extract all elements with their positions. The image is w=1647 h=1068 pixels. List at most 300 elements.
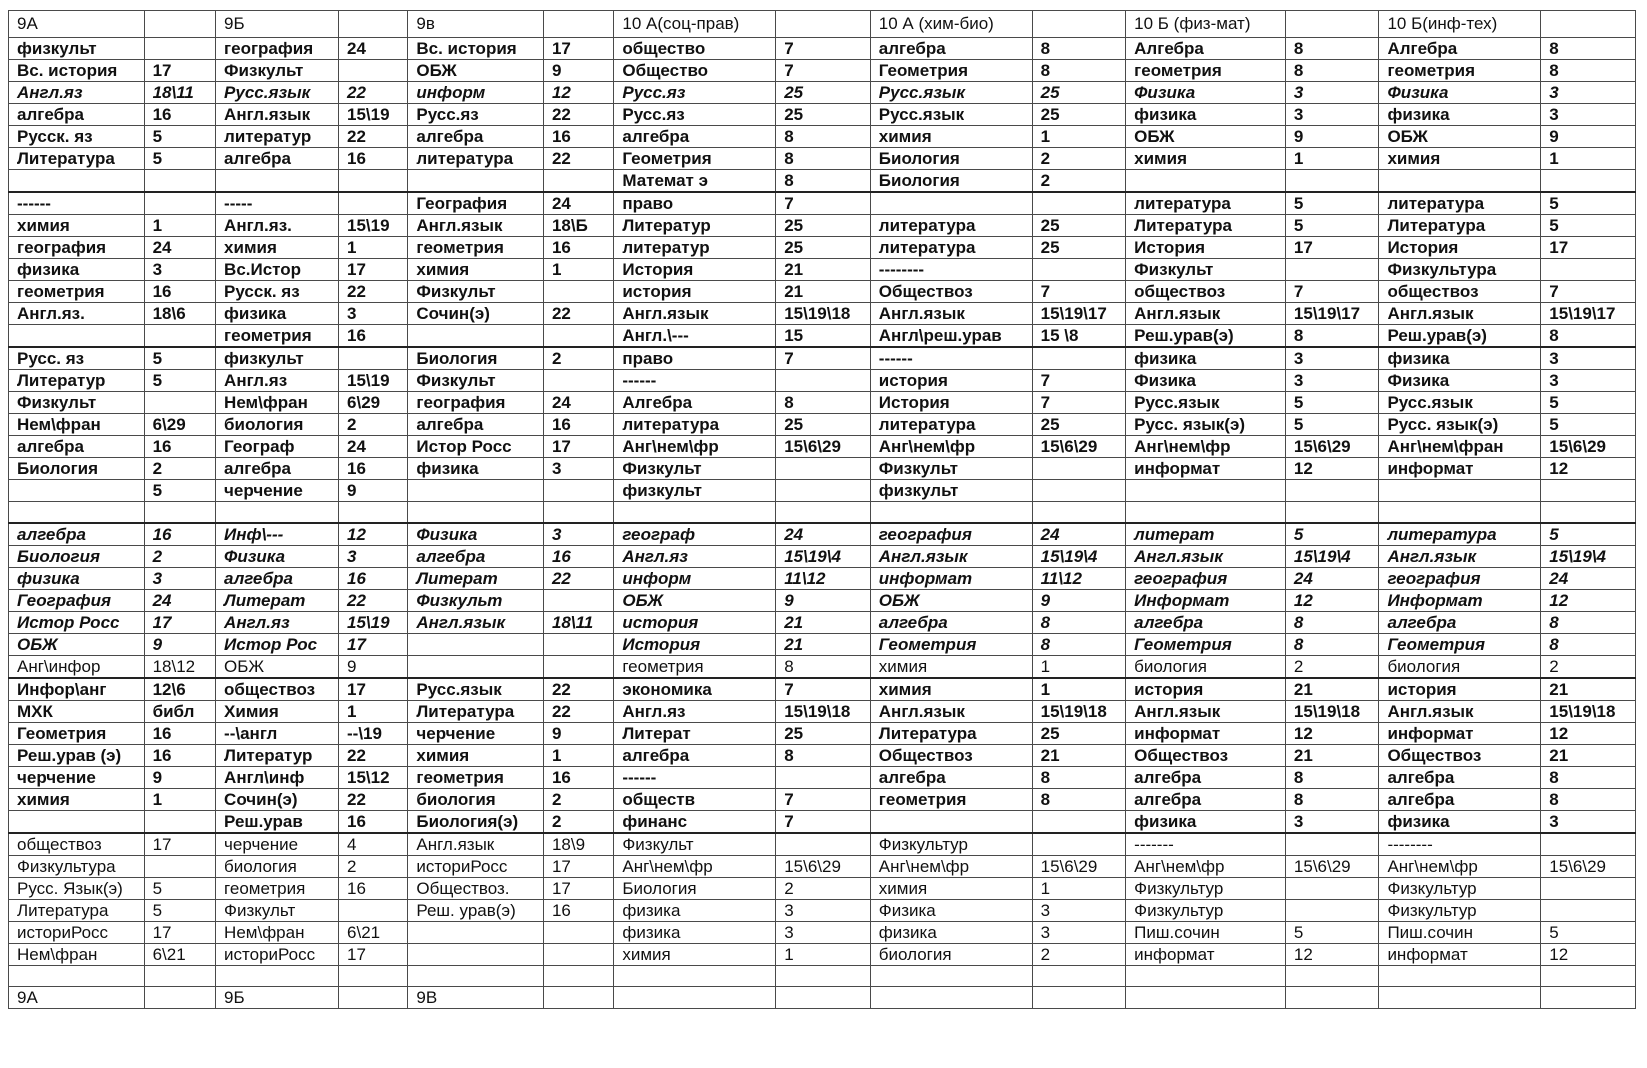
- subject-cell-10a-chem: Геометрия: [870, 634, 1032, 656]
- subject-cell-10a-soc: Англ.яз: [614, 701, 776, 723]
- timetable-row: [9, 414, 1636, 436]
- subject-cell-10b-inf: --------: [1379, 833, 1541, 856]
- subject-cell-10b-inf: информат: [1379, 458, 1541, 480]
- timetable-row: [9, 833, 1636, 856]
- subject-cell-9b: Инф\---: [216, 523, 339, 546]
- subject-cell-10a-chem: Анг\нем\фр: [870, 856, 1032, 878]
- subject-cell-10a-chem: Англ\реш.урав: [870, 325, 1032, 348]
- room-cell-9v: [543, 966, 613, 987]
- subject-cell-9v: [408, 656, 544, 679]
- room-cell-10a-soc: [776, 502, 871, 524]
- room-cell-10b-inf: 15\6\29: [1541, 856, 1636, 878]
- timetable-row: [9, 170, 1636, 193]
- room-cell-9b: 9: [339, 480, 408, 502]
- room-cell-10b-inf: 9: [1541, 126, 1636, 148]
- timetable-row: [9, 82, 1636, 104]
- timetable-row: [9, 568, 1636, 590]
- subject-cell-9a: Биология: [9, 546, 145, 568]
- room-cell-9v: 2: [543, 811, 613, 834]
- subject-cell-9b: Англ.яз: [216, 370, 339, 392]
- subject-cell-10a-chem: Англ.язык: [870, 303, 1032, 325]
- room-cell-9a: 6\21: [144, 944, 215, 966]
- subject-cell-9b: [216, 966, 339, 987]
- room-cell-10b-inf: 17: [1541, 237, 1636, 259]
- subject-cell-9b: Физика: [216, 546, 339, 568]
- subject-cell-9b: геометрия: [216, 878, 339, 900]
- room-cell-10a-soc: 25: [776, 723, 871, 745]
- room-cell-9v: 22: [543, 148, 613, 170]
- subject-cell-10b-phys: информат: [1126, 723, 1286, 745]
- room-cell-9b: 4: [339, 833, 408, 856]
- subject-cell-10a-soc: финанс: [614, 811, 776, 834]
- room-cell-10a-soc: 3: [776, 922, 871, 944]
- room-cell-9b: 16: [339, 878, 408, 900]
- room-cell-10b-phys: 7: [1285, 281, 1379, 303]
- subject-cell-10b-phys: [1126, 966, 1286, 987]
- subject-cell-10a-chem: литература: [870, 215, 1032, 237]
- room-cell-10a-chem: [1032, 987, 1126, 1009]
- subject-cell-10b-phys: Англ.язык: [1126, 701, 1286, 723]
- subject-cell-9v: физика: [408, 458, 544, 480]
- room-cell-10a-chem: 1: [1032, 678, 1126, 701]
- room-cell-9v: 22: [543, 104, 613, 126]
- room-cell-10a-soc: 8: [776, 126, 871, 148]
- subject-cell-9b: Сочин(э): [216, 789, 339, 811]
- subject-cell-10b-phys: химия: [1126, 148, 1286, 170]
- timetable-row: [9, 392, 1636, 414]
- room-cell-10b-inf: [1541, 480, 1636, 502]
- room-cell-10b-phys: 2: [1285, 656, 1379, 679]
- timetable-row: [9, 590, 1636, 612]
- room-cell-10a-chem: 15\6\29: [1032, 856, 1126, 878]
- room-cell-10b-inf: 3: [1541, 370, 1636, 392]
- subject-cell-10b-phys: Геометрия: [1126, 634, 1286, 656]
- room-cell-10a-soc: 25: [776, 82, 871, 104]
- room-cell-9v: 17: [543, 878, 613, 900]
- room-cell-10a-chem: 15\19\4: [1032, 546, 1126, 568]
- subject-cell-10b-inf: Анг\нем\фр: [1379, 856, 1541, 878]
- room-cell-10b-inf: 15\19\17: [1541, 303, 1636, 325]
- room-cell-9a: 5: [144, 370, 215, 392]
- room-cell-9a: 2: [144, 458, 215, 480]
- subject-cell-10b-inf: физика: [1379, 347, 1541, 370]
- subject-cell-10a-soc: алгебра: [614, 126, 776, 148]
- room-cell-9a: 3: [144, 568, 215, 590]
- subject-cell-9a: ОБЖ: [9, 634, 145, 656]
- timetable-row: [9, 60, 1636, 82]
- subject-cell-9b: Физкульт: [216, 900, 339, 922]
- subject-cell-9b: Литерат: [216, 590, 339, 612]
- subject-cell-10a-chem: Биология: [870, 170, 1032, 193]
- room-cell-10b-inf: [1541, 170, 1636, 193]
- subject-cell-10a-chem: химия: [870, 878, 1032, 900]
- subject-cell-9a: Русс. Язык(э): [9, 878, 145, 900]
- subject-cell-9a: [9, 480, 145, 502]
- room-cell-10b-inf: 3: [1541, 82, 1636, 104]
- room-cell-9a: 16: [144, 281, 215, 303]
- room-cell-10b-phys: 15\19\4: [1285, 546, 1379, 568]
- room-cell-9b: 15\19: [339, 215, 408, 237]
- subject-cell-10a-chem: Обществоз: [870, 745, 1032, 767]
- subject-cell-10b-phys: Пиш.сочин: [1126, 922, 1286, 944]
- room-cell-9v: [543, 502, 613, 524]
- room-cell-10b-inf: 24: [1541, 568, 1636, 590]
- subject-cell-10a-chem: геометрия: [870, 789, 1032, 811]
- subject-cell-9a: Физкульт: [9, 392, 145, 414]
- subject-cell-10a-chem: история: [870, 370, 1032, 392]
- room-cell-10a-chem: 25: [1032, 82, 1126, 104]
- subject-cell-10a-soc: Геометрия: [614, 148, 776, 170]
- room-cell-10b-phys: 3: [1285, 104, 1379, 126]
- room-cell-9v: [543, 480, 613, 502]
- room-cell-9b: 16: [339, 568, 408, 590]
- room-cell-9a: 17: [144, 612, 215, 634]
- room-cell-9v: 17: [543, 856, 613, 878]
- subject-cell-10a-chem: химия: [870, 126, 1032, 148]
- room-cell-10a-chem: 7: [1032, 370, 1126, 392]
- room-cell-9b: 16: [339, 325, 408, 348]
- room-cell-9a: 18\11: [144, 82, 215, 104]
- timetable-row: [9, 745, 1636, 767]
- subject-cell-9v: Биология: [408, 347, 544, 370]
- subject-cell-10b-phys: -------: [1126, 833, 1286, 856]
- room-cell-10a-soc: 7: [776, 60, 871, 82]
- timetable-row: [9, 944, 1636, 966]
- subject-cell-9v: География: [408, 192, 544, 215]
- room-cell-9b: 3: [339, 303, 408, 325]
- subject-cell-9a: [9, 502, 145, 524]
- subject-cell-9v: черчение: [408, 723, 544, 745]
- subject-cell-10b-inf: Физкультур: [1379, 900, 1541, 922]
- subject-cell-10a-chem: химия: [870, 678, 1032, 701]
- subject-cell-10b-inf: химия: [1379, 148, 1541, 170]
- room-cell-9v: 16: [543, 126, 613, 148]
- room-cell-9b: 3: [339, 546, 408, 568]
- room-cell-10a-soc: [776, 767, 871, 789]
- timetable-row: [9, 436, 1636, 458]
- room-cell-9v: 24: [543, 192, 613, 215]
- room-cell-9b: 2: [339, 856, 408, 878]
- room-cell-9a: 1: [144, 789, 215, 811]
- subject-cell-9b: Истор Рос: [216, 634, 339, 656]
- room-cell-9v: 2: [543, 347, 613, 370]
- room-cell-10b-inf: 15\19\18: [1541, 701, 1636, 723]
- subject-cell-10b-phys: Реш.урав(э): [1126, 325, 1286, 348]
- subject-cell-10a-chem: 10 А (хим-био): [870, 11, 1032, 38]
- subject-cell-10a-soc: История: [614, 634, 776, 656]
- room-cell-9v: 18\9: [543, 833, 613, 856]
- room-cell-10b-phys: 8: [1285, 789, 1379, 811]
- room-cell-9a: 17: [144, 60, 215, 82]
- room-cell-10b-phys: 9: [1285, 126, 1379, 148]
- room-cell-10b-inf: 3: [1541, 811, 1636, 834]
- room-cell-9b: 24: [339, 38, 408, 60]
- room-cell-10b-phys: 5: [1285, 922, 1379, 944]
- subject-cell-10b-phys: Русс.язык: [1126, 392, 1286, 414]
- subject-cell-10a-soc: информ: [614, 568, 776, 590]
- room-cell-9a: 5: [144, 878, 215, 900]
- room-cell-10b-inf: 3: [1541, 347, 1636, 370]
- room-cell-10a-soc: 21: [776, 281, 871, 303]
- room-cell-10a-chem: [1032, 458, 1126, 480]
- room-cell-10a-chem: 15\19\17: [1032, 303, 1126, 325]
- subject-cell-9a: Физкультура: [9, 856, 145, 878]
- timetable-row: [9, 502, 1636, 524]
- subject-cell-10b-phys: [1126, 170, 1286, 193]
- timetable-row: [9, 678, 1636, 701]
- timetable-row: [9, 325, 1636, 348]
- subject-cell-9a: Англ.яз: [9, 82, 145, 104]
- room-cell-10a-chem: 7: [1032, 392, 1126, 414]
- subject-cell-10b-inf: История: [1379, 237, 1541, 259]
- room-cell-10b-inf: [1541, 878, 1636, 900]
- room-cell-9a: [144, 987, 215, 1009]
- room-cell-9v: 18\Б: [543, 215, 613, 237]
- timetable-row: [9, 370, 1636, 392]
- timetable-row: [9, 767, 1636, 789]
- room-cell-10a-chem: [1032, 259, 1126, 281]
- room-cell-9b: 16: [339, 811, 408, 834]
- subject-cell-10b-inf: геометрия: [1379, 60, 1541, 82]
- subject-cell-9v: [408, 922, 544, 944]
- subject-cell-9b: черчение: [216, 480, 339, 502]
- subject-cell-10a-chem: Литература: [870, 723, 1032, 745]
- subject-cell-10a-soc: Физкульт: [614, 458, 776, 480]
- subject-cell-9a: физика: [9, 568, 145, 590]
- subject-cell-9v: Физика: [408, 523, 544, 546]
- subject-cell-9b: география: [216, 38, 339, 60]
- subject-cell-9v: [408, 325, 544, 348]
- subject-cell-9v: Истор Росс: [408, 436, 544, 458]
- subject-cell-9a: Англ.яз.: [9, 303, 145, 325]
- room-cell-9v: [543, 922, 613, 944]
- timetable-row: [9, 612, 1636, 634]
- subject-cell-10b-phys: Физкульт: [1126, 259, 1286, 281]
- subject-cell-9v: литература: [408, 148, 544, 170]
- room-cell-10b-inf: [1541, 900, 1636, 922]
- subject-cell-9v: Биология(э): [408, 811, 544, 834]
- subject-cell-10b-inf: обществоз: [1379, 281, 1541, 303]
- room-cell-9b: 22: [339, 82, 408, 104]
- subject-cell-9v: биология: [408, 789, 544, 811]
- room-cell-10a-chem: 9: [1032, 590, 1126, 612]
- room-cell-9b: 17: [339, 259, 408, 281]
- room-cell-9v: 22: [543, 568, 613, 590]
- subject-cell-9a: химия: [9, 789, 145, 811]
- subject-cell-10a-chem: алгебра: [870, 612, 1032, 634]
- room-cell-9v: 22: [543, 303, 613, 325]
- room-cell-10b-inf: 12: [1541, 944, 1636, 966]
- subject-cell-10b-phys: История: [1126, 237, 1286, 259]
- subject-cell-9b: Реш.урав: [216, 811, 339, 834]
- room-cell-10a-chem: [1032, 11, 1126, 38]
- room-cell-10a-soc: 25: [776, 414, 871, 436]
- room-cell-10a-chem: 8: [1032, 60, 1126, 82]
- room-cell-9b: [339, 170, 408, 193]
- room-cell-10a-soc: 15\19\18: [776, 701, 871, 723]
- subject-cell-10b-phys: физика: [1126, 811, 1286, 834]
- timetable-row: [9, 878, 1636, 900]
- room-cell-9v: [543, 944, 613, 966]
- room-cell-10b-inf: 21: [1541, 678, 1636, 701]
- room-cell-10b-inf: 8: [1541, 325, 1636, 348]
- subject-cell-10a-soc: Физкульт: [614, 833, 776, 856]
- room-cell-9a: [144, 325, 215, 348]
- room-cell-10b-phys: 8: [1285, 38, 1379, 60]
- subject-cell-9b: обществоз: [216, 678, 339, 701]
- subject-cell-10b-inf: Физкультура: [1379, 259, 1541, 281]
- room-cell-9v: 16: [543, 900, 613, 922]
- room-cell-10a-chem: 7: [1032, 281, 1126, 303]
- room-cell-9b: [339, 60, 408, 82]
- subject-cell-10a-soc: 10 А(соц-прав): [614, 11, 776, 38]
- room-cell-10a-soc: 8: [776, 148, 871, 170]
- subject-cell-10a-soc: химия: [614, 944, 776, 966]
- subject-cell-10a-soc: [614, 987, 776, 1009]
- room-cell-9b: 15\19: [339, 370, 408, 392]
- room-cell-9v: 22: [543, 701, 613, 723]
- subject-cell-10a-chem: Русс.язык: [870, 82, 1032, 104]
- subject-cell-9b: 9Б: [216, 987, 339, 1009]
- subject-cell-9b: Англ.яз: [216, 612, 339, 634]
- subject-cell-10a-chem: Обществоз: [870, 281, 1032, 303]
- room-cell-10a-chem: 2: [1032, 148, 1126, 170]
- room-cell-10b-phys: 3: [1285, 347, 1379, 370]
- subject-cell-9v: Англ.язык: [408, 215, 544, 237]
- room-cell-10b-phys: [1285, 987, 1379, 1009]
- subject-cell-9a: Истор Росс: [9, 612, 145, 634]
- room-cell-10b-inf: [1541, 259, 1636, 281]
- timetable-row: [9, 11, 1636, 38]
- room-cell-10a-soc: 25: [776, 104, 871, 126]
- room-cell-10b-inf: 8: [1541, 767, 1636, 789]
- timetable-row: [9, 922, 1636, 944]
- room-cell-10b-phys: 5: [1285, 192, 1379, 215]
- room-cell-9b: 6\21: [339, 922, 408, 944]
- subject-cell-10b-inf: [1379, 966, 1541, 987]
- subject-cell-10a-chem: Англ.язык: [870, 546, 1032, 568]
- room-cell-10b-phys: 12: [1285, 458, 1379, 480]
- room-cell-10a-soc: 24: [776, 523, 871, 546]
- timetable-row: [9, 281, 1636, 303]
- room-cell-10b-inf: 8: [1541, 60, 1636, 82]
- room-cell-9a: [144, 811, 215, 834]
- room-cell-10a-soc: [776, 966, 871, 987]
- room-cell-10b-inf: 8: [1541, 612, 1636, 634]
- subject-cell-10b-inf: Реш.урав(э): [1379, 325, 1541, 348]
- subject-cell-9v: информ: [408, 82, 544, 104]
- subject-cell-10b-phys: физика: [1126, 104, 1286, 126]
- subject-cell-9b: [216, 170, 339, 193]
- room-cell-10a-soc: 25: [776, 237, 871, 259]
- subject-cell-9a: 9А: [9, 11, 145, 38]
- subject-cell-10a-chem: физика: [870, 922, 1032, 944]
- subject-cell-10b-inf: информат: [1379, 723, 1541, 745]
- subject-cell-10a-soc: физика: [614, 922, 776, 944]
- subject-cell-10a-soc: право: [614, 347, 776, 370]
- subject-cell-10b-phys: информат: [1126, 458, 1286, 480]
- subject-cell-10a-chem: Биология: [870, 148, 1032, 170]
- room-cell-10a-soc: 7: [776, 811, 871, 834]
- subject-cell-10a-soc: Анг\нем\фр: [614, 436, 776, 458]
- room-cell-10a-soc: 1: [776, 944, 871, 966]
- room-cell-10a-soc: 7: [776, 192, 871, 215]
- timetable-row: [9, 987, 1636, 1009]
- subject-cell-9v: алгебра: [408, 126, 544, 148]
- subject-cell-10b-phys: информат: [1126, 944, 1286, 966]
- room-cell-9a: 24: [144, 237, 215, 259]
- subject-cell-10a-soc: физкульт: [614, 480, 776, 502]
- room-cell-9a: 18\12: [144, 656, 215, 679]
- subject-cell-10a-chem: литература: [870, 414, 1032, 436]
- subject-cell-10a-chem: [870, 966, 1032, 987]
- subject-cell-9v: алгебра: [408, 414, 544, 436]
- room-cell-10b-phys: 8: [1285, 634, 1379, 656]
- room-cell-10a-chem: [1032, 480, 1126, 502]
- room-cell-10b-phys: 5: [1285, 414, 1379, 436]
- subject-cell-10b-phys: алгебра: [1126, 789, 1286, 811]
- room-cell-9b: [339, 900, 408, 922]
- subject-cell-9v: Русс.яз: [408, 104, 544, 126]
- room-cell-9v: 16: [543, 414, 613, 436]
- room-cell-9a: 18\6: [144, 303, 215, 325]
- subject-cell-9b: Литератур: [216, 745, 339, 767]
- room-cell-10b-phys: 15\19\18: [1285, 701, 1379, 723]
- room-cell-9b: 6\29: [339, 392, 408, 414]
- room-cell-9v: 24: [543, 392, 613, 414]
- subject-cell-10a-chem: химия: [870, 656, 1032, 679]
- room-cell-9b: 1: [339, 237, 408, 259]
- subject-cell-10a-soc: Математ э: [614, 170, 776, 193]
- subject-cell-10a-chem: Англ.язык: [870, 701, 1032, 723]
- subject-cell-10a-soc: история: [614, 612, 776, 634]
- subject-cell-10b-phys: Анг\нем\фр: [1126, 436, 1286, 458]
- room-cell-10b-inf: 15\19\4: [1541, 546, 1636, 568]
- room-cell-10b-phys: [1285, 833, 1379, 856]
- subject-cell-10a-soc: Анг\нем\фр: [614, 856, 776, 878]
- room-cell-10a-soc: 7: [776, 789, 871, 811]
- subject-cell-10a-soc: Англ.\---: [614, 325, 776, 348]
- subject-cell-9b: Англ\инф: [216, 767, 339, 789]
- room-cell-10b-phys: 15\19\17: [1285, 303, 1379, 325]
- subject-cell-9a: Русс. яз: [9, 347, 145, 370]
- room-cell-9a: 17: [144, 922, 215, 944]
- subject-cell-9b: Нем\фран: [216, 922, 339, 944]
- room-cell-10a-chem: 8: [1032, 767, 1126, 789]
- subject-cell-10b-phys: Физика: [1126, 82, 1286, 104]
- room-cell-9b: 22: [339, 126, 408, 148]
- room-cell-9a: 17: [144, 833, 215, 856]
- subject-cell-10b-inf: информат: [1379, 944, 1541, 966]
- subject-cell-10a-soc: Литератур: [614, 215, 776, 237]
- room-cell-10b-phys: 15\6\29: [1285, 856, 1379, 878]
- room-cell-10a-soc: [776, 987, 871, 1009]
- room-cell-9b: [339, 987, 408, 1009]
- room-cell-9b: 1: [339, 701, 408, 723]
- room-cell-9b: 24: [339, 436, 408, 458]
- subject-cell-10a-chem: ОБЖ: [870, 590, 1032, 612]
- subject-cell-9b: -----: [216, 192, 339, 215]
- subject-cell-10b-inf: Обществоз: [1379, 745, 1541, 767]
- subject-cell-9v: Англ.язык: [408, 833, 544, 856]
- subject-cell-9v: историРосс: [408, 856, 544, 878]
- subject-cell-9v: [408, 170, 544, 193]
- subject-cell-9v: химия: [408, 259, 544, 281]
- room-cell-10a-soc: 7: [776, 38, 871, 60]
- subject-cell-9v: геометрия: [408, 237, 544, 259]
- room-cell-10b-inf: 21: [1541, 745, 1636, 767]
- room-cell-10a-soc: [776, 11, 871, 38]
